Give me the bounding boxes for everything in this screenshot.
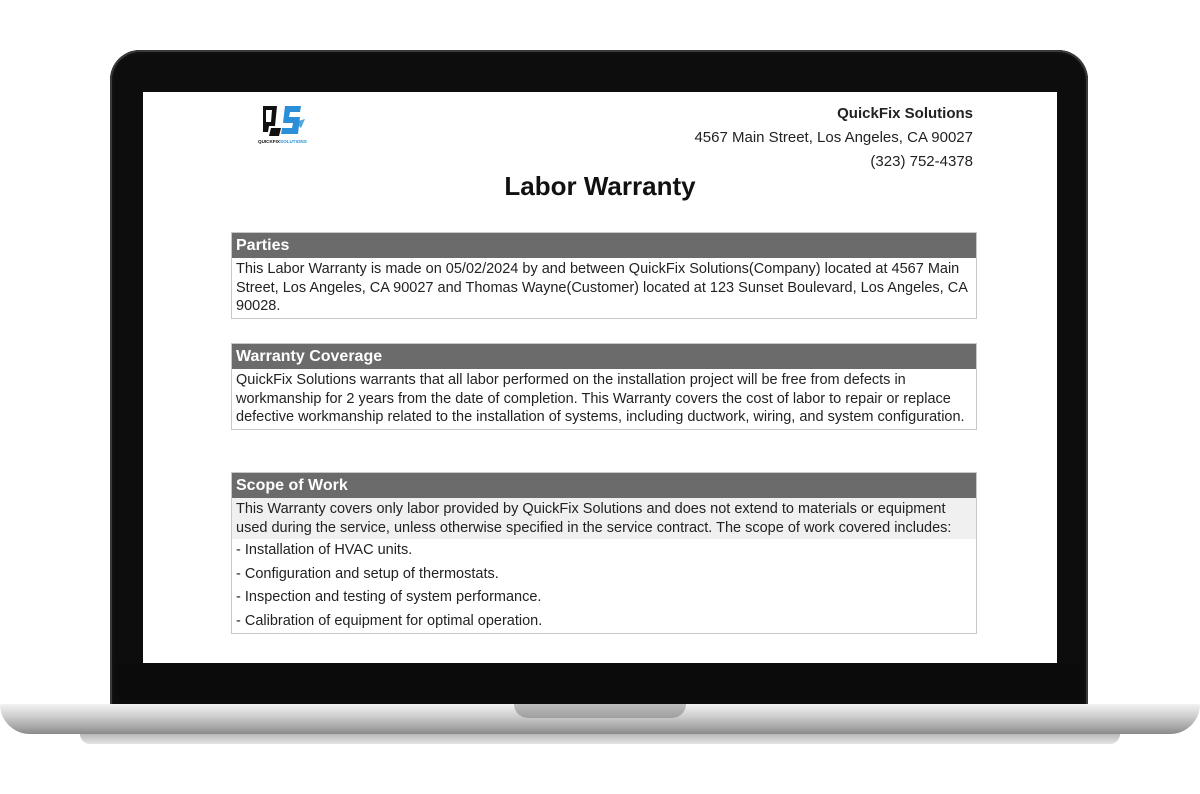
- scope-list-item: - Installation of HVAC units.: [236, 542, 413, 558]
- section-scope-body: This Warranty covers only labor provided by QuickFix Solutions and does not extend to materials or equipment used during the service, unless otherwise specified in the service contract. The scope of work covered includes:: [232, 498, 976, 539]
- section-parties: [231, 232, 977, 319]
- section-coverage-heading: Warranty Coverage: [232, 344, 976, 369]
- section-coverage: [231, 343, 977, 430]
- section-scope-heading: Scope of Work: [232, 473, 976, 498]
- laptop-notch: [514, 704, 686, 718]
- section-parties-body: This Labor Warranty is made on 05/02/2024 by and between QuickFix Solutions(Company) located at 4567 Main Street, Los Angeles, CA 90027 and Thomas Wayne(Customer) located at 123 Sunset Boulevard, Los Angeles, CA 90028.: [236, 261, 968, 314]
- scope-list-item: - Calibration of equipment for optimal operation.: [236, 612, 543, 629]
- company-phone: (323) 752-4378: [870, 153, 973, 170]
- laptop-screen: [143, 92, 1057, 663]
- company-info: [694, 102, 973, 174]
- section-scope: [231, 472, 977, 634]
- laptop-base-shadow: [80, 734, 1120, 744]
- scope-list-item: - Configuration and setup of thermostats.: [236, 565, 499, 582]
- laptop-bezel-bottom: [118, 663, 1080, 703]
- company-logo: [257, 102, 311, 148]
- section-parties-heading: Parties: [232, 233, 976, 258]
- section-coverage-body: QuickFix Solutions warrants that all labor performed on the installation project will be free from defects in workmanship for 2 years from the date of completion. This Warranty covers the cost of labor to repair or replace defective workmanship related to the installation of systems, including ductwork, wiring, and system configuration.: [236, 372, 965, 425]
- logo-text-left: QUICKFIX: [258, 139, 280, 144]
- page-title: Labor Warranty: [504, 171, 696, 201]
- company-address: 4567 Main Street, Los Angeles, CA 90027: [694, 129, 973, 146]
- company-name: QuickFix Solutions: [837, 105, 973, 122]
- logo-text-right: SOLUTIONS: [280, 139, 307, 144]
- scope-list-item: - Inspection and testing of system performance.: [236, 589, 542, 605]
